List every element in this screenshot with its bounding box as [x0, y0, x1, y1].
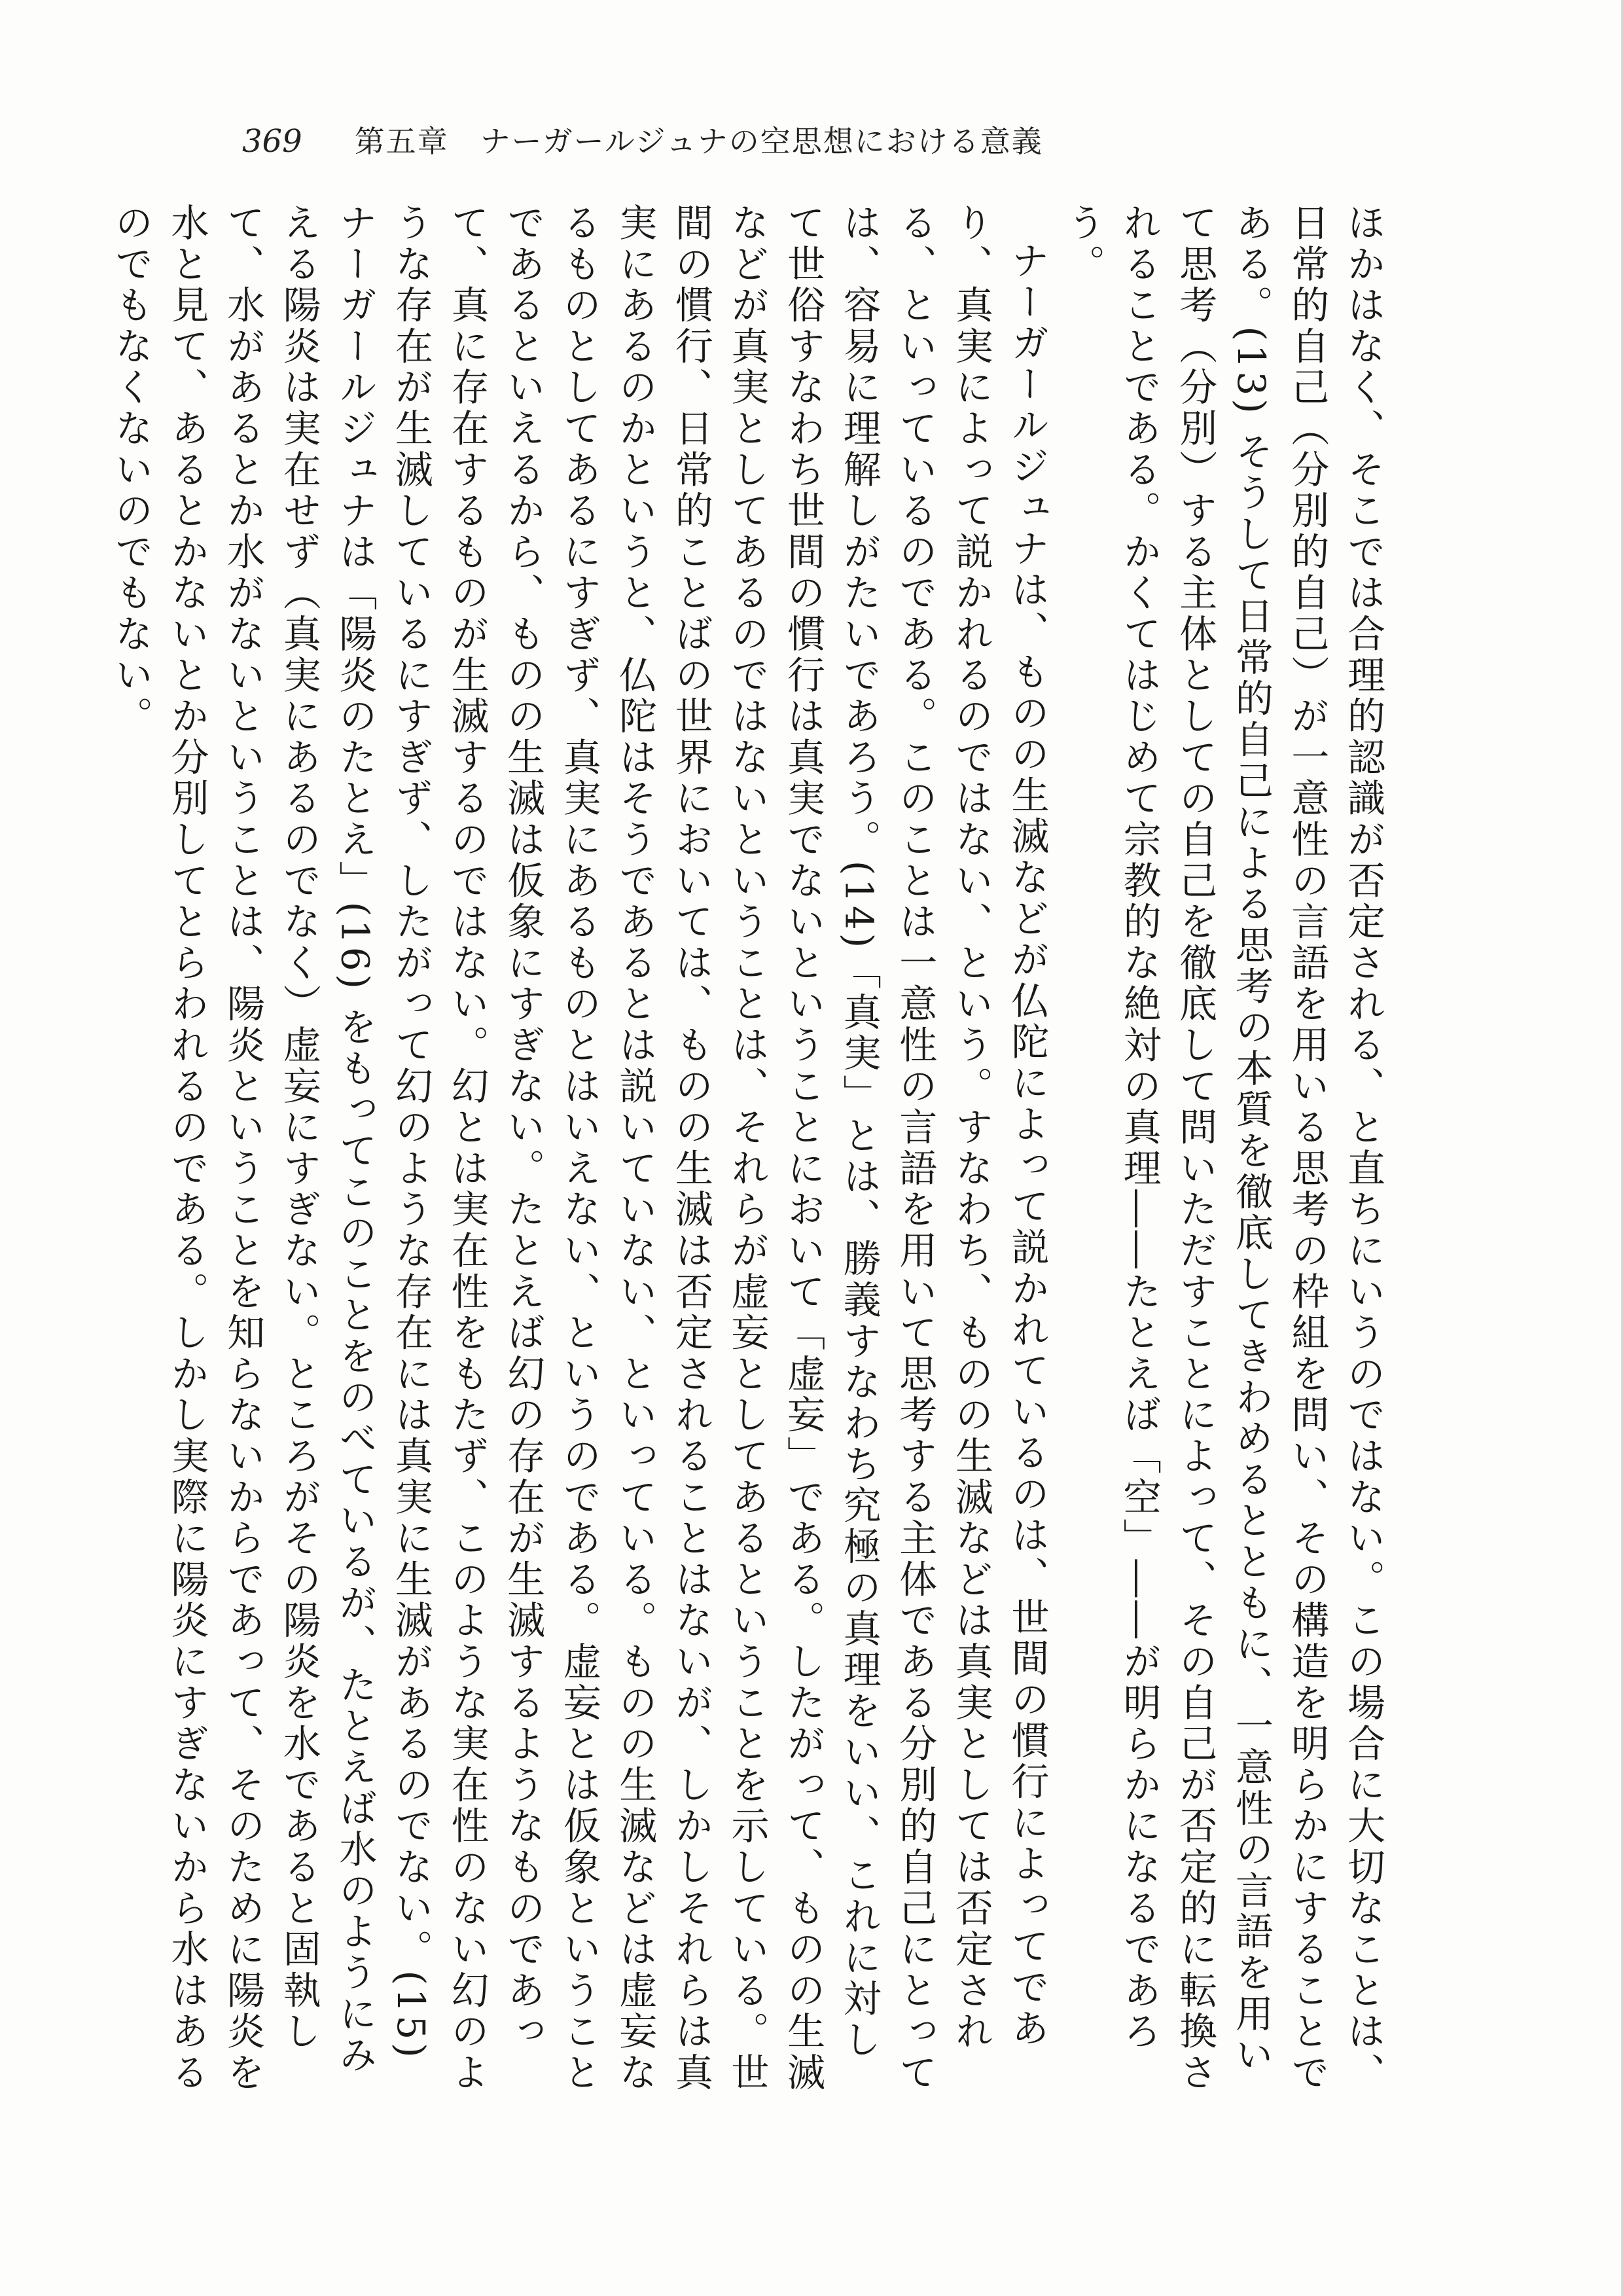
- vertical-body-text: [108, 203, 1391, 2094]
- paragraph-2: ナーガールジュナは、ものの生滅などが仏陀によって説かれているのは、世間の慣行によってであり、真実によって説かれるのではない、という。すなわち、ものの生滅などは真実としては否定される、といっているのである。このことは一意性の言語を用いて思考する主体である分別的自己にとっては、容易に理解しがたいであろう。(14)「真実」とは、勝義すなわち究極の真理をいい、これに対して世俗すなわち世間の慣行は真実でないということにおいて「虚妄」である。したがって、ものの生滅などが真実としてあるのではないということは、それらが虚妄としてあるということを示している。世間の慣行、日常的ことばの世界においては、ものの生滅は否定されることはないが、しかしそれらは真実にあるのかというと、仏陀はそうであるとは説いていない、といっている。ものの生滅などは虚妄なるものとしてあるにすぎず、真実にあるものとはいえない、というのである。虚妄とは仮象ということであるといえるから、ものの生滅は仮象にすぎない。たとえば幻の存在が生滅するようなものであって、真に存在するものが生滅するのではない。幻とは実在性をもたず、このような実在性のない幻のような存在が生滅しているにすぎず、したがって幻のような存在には真実に生滅があるのでない。(15) ナーガールジュナは「陽炎のたとえ」(16) をもってこのことをのべているが、たとえば水のようにみえる陽炎は実在せず（真実にあるのでなく）虚妄にすぎない。ところがその陽炎を水であると固執して、水があるとか水がないということは、陽炎ということを知らないからであって、そのために陽炎を水と見て、あるとかないとか分別してとらわれるのである。しかし実際に陽炎にすぎないから水はあるのでもなくないのでもない。: [108, 203, 1050, 2094]
- page-number: 369: [242, 123, 302, 160]
- chapter-title: 第五章 ナーガールジュナの空思想における意義: [354, 124, 1043, 159]
- running-header: [242, 118, 1043, 164]
- paragraph-1: ほかはなく、そこでは合理的認識が否定される、と直ちにいうのではない。この場合に大切なことは、日常的自己（分別的自己）が一意性の言語を用いる思考の枠組を問い、その構造を明らかにすることである。(13) そうして日常的自己による思考の本質を徹底してきわめるとともに、一意性の言語を用いて思考（分別）する主体としての自己を徹底して問いただすことによって、その自己が否定的に転換されることである。かくてはじめて宗教的な絶対の真理――たとえば「空」――が明らかになるであろう。: [1061, 203, 1385, 2094]
